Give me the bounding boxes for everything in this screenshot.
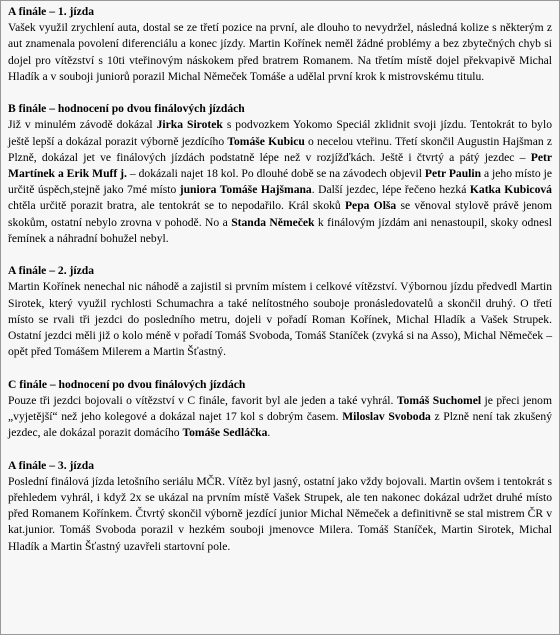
section-heading: B finále – hodnocení po dvou finálových jízdách — [8, 102, 245, 116]
bold-name: Tomáš Suchomel — [396, 393, 482, 407]
text-run: Poslední finálová jízda letošního seriálu MČR. Vítěz byl jasný, ostatní jako vždy bojovali. Martin ovšem i tentokrát s přehledem vyhrál, i když 2x se ukázal na prvním místě Vašek Strupek, ale ten nakonec dokázal udržet druhé místo před Romanem Kořínkem. Čtvrtý skončil výborně jezdící junior Michal Němeček a definitivně se stal mistrem ČR v kat.junior. Tomáš Svoboda porazil v hezkém souboji jmenovce Milera. Tomáš Staníček, Martin Sirotek, Michal Hladík a Martin Šťastný uzavřeli startovní pole. — [8, 474, 552, 553]
text-run: se věnoval stylově právě jenom skokům, ostatní nebylo zrovna v pohodě. No a — [8, 199, 552, 229]
article-body — [8, 4, 552, 571]
text-run: . — [267, 426, 271, 440]
text-run: – dokázali najet 18 kol. Po dlouhé době se na závodech objevil — [126, 167, 425, 181]
bold-name: Standa Němeček — [231, 215, 315, 229]
text-run: Vašek využil zrychlení auta, dostal se ze třetí pozice na první, ale dlouho to nevydržel, následná kolize s některým z aut znamenala povolení diferenciálu a konec jízdy. Martin Kořínek neměl žádné problémy a bez zbytečných chyb si dojel pro vítězství s 10ti vteřinovým náskokem před bratrem Romanem. Na třetím místě dojel překvapivě Michal Hladík a v souboji juniorů porazil Michal Němeček Tomáše a udělal první krok k mistrovskému titulu. — [8, 21, 552, 83]
text-run: Martin Kořínek nenechal nic náhodě a zajistil si prvním místem i celkové vítězství. Výbornou jízdu předvedl Martin Sirotek, který využil rychlosti Schumachra a také nelítostného souboje pronásledovatelů a skončil druhý. O třetí místo se rvali tři jezdci do posledního metru, dojeli v pořadí Roman Kořínek, Michal Hladík a Vašek Strupek. Ostatní jezdci měli již o kolo méně v pořadí Tomáš Svoboda, Tomáš Staníček (zvyká si na Asso), Michal Němeček – opět před Tomášem Milerem a Martin Šťastný. — [8, 280, 552, 359]
section-heading: A finále – 1. jízda — [8, 5, 94, 18]
section-paragraph — [8, 117, 552, 247]
text-run: je přeci jenom „vyjetější“ než jeho kolegové a dokázal najet 17 kol s dobrým časem. — [8, 393, 552, 424]
section-paragraph — [8, 20, 552, 85]
section-paragraph — [8, 393, 552, 442]
section-heading: A finále – 2. jízda — [8, 264, 94, 278]
bold-name: Petr Paulin — [424, 167, 482, 181]
section-paragraph — [8, 279, 552, 360]
text-run: Již v minulém závodě dokázal — [8, 118, 157, 132]
bold-name: Jirka Sirotek — [156, 118, 223, 132]
text-run: a jeho místo je určitě úspěch,stejně jako 7mé místo — [8, 167, 552, 197]
text-run: . Další jezdec, lépe řečeno hezká — [311, 183, 470, 197]
text-run: Pouze tři jezdci bojovali o vítězství v C finále, favorit byl ale jeden a také vyhrál. — [8, 393, 397, 407]
text-run: chtěla určitě porazit bratra, ale tentokrát se to nepodařilo. Král skoků — [8, 199, 345, 213]
section-b-final — [8, 101, 552, 247]
bold-name: Miloslav Svoboda — [342, 410, 431, 424]
section-a-final-3 — [8, 458, 552, 555]
bold-name: Katka Kubicová — [469, 183, 552, 197]
section-heading: A finále – 3. jízda — [8, 458, 94, 472]
bold-name: Petr Martínek a Erik Muff j. — [8, 150, 552, 181]
section-paragraph — [8, 474, 552, 555]
bold-name: Pepa Olša — [344, 199, 397, 213]
section-heading: C finále – hodnocení po dvou finálových jízdách — [8, 377, 246, 391]
bold-name: Tomáše Sedláčka — [182, 426, 268, 440]
bold-name: Tomáše Kubicu — [227, 134, 305, 148]
section-a-final-1 — [8, 4, 552, 85]
text-run: o necelou vteřinu. Třetí skončil Augustin Hajšman z Plzně, dokázal jet ve finálových jízdách podstatně lépe než v rozjížďkách. Ještě i čtvrtý a pátý jezdec – — [8, 134, 552, 164]
section-c-final — [8, 377, 552, 442]
text-run: k finálovým jízdám ani nenastoupil, skoky odnesl řemínek a náhradní bohužel nebyl. — [8, 215, 552, 245]
text-run: s podvozkem Yokomo Speciál zklidnit svoji jízdu. Tentokrát to bylo ještě lepší a dokázal porazit výborně jezdícího — [8, 118, 552, 148]
bold-name: juniora Tomáše Hajšmana — [179, 183, 312, 197]
text-run: z Plzně není tak zkušený jezdec, ale dokázal porazit domácího — [8, 410, 552, 440]
section-a-final-2 — [8, 263, 552, 360]
